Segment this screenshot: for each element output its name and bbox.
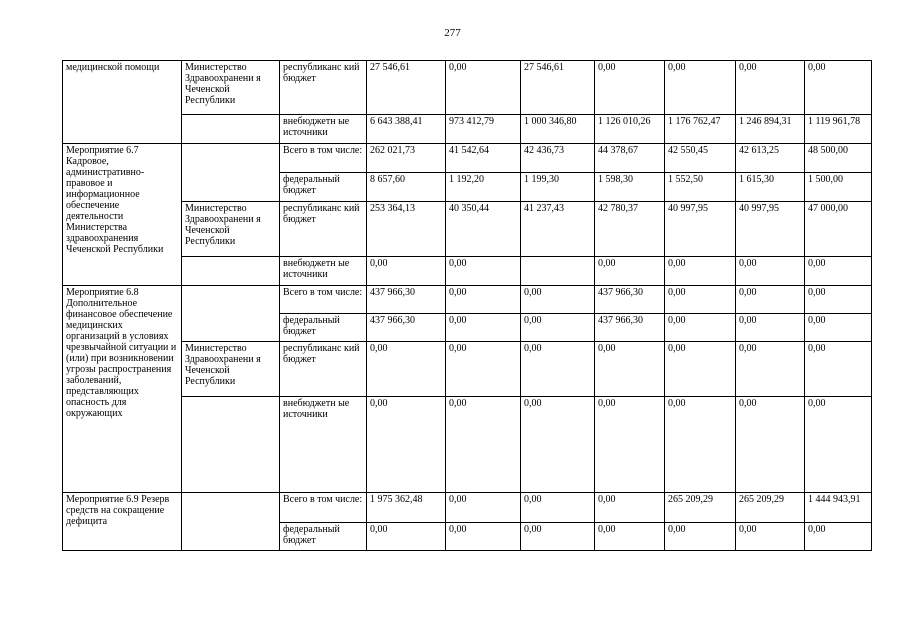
value-cell: 0,00 [595,257,665,286]
value-cell: 0,00 [595,397,665,493]
value-cell: 262 021,73 [367,144,446,173]
value-cell: 42 550,45 [665,144,736,173]
value-cell: 1 500,00 [805,173,872,202]
value-cell: 973 412,79 [446,115,521,144]
value-cell: 0,00 [736,257,805,286]
value-cell: 8 657,60 [367,173,446,202]
value-cell: 44 378,67 [595,144,665,173]
value-cell: 0,00 [736,342,805,397]
org-name: Министерство Здравоохранени я Чеченской Республики [182,202,280,257]
value-cell: 0,00 [595,493,665,523]
value-cell: 41 542,64 [446,144,521,173]
value-cell: 42 780,37 [595,202,665,257]
org-name [182,257,280,286]
value-cell: 0,00 [805,61,872,115]
value-cell: 1 199,30 [521,173,595,202]
value-cell: 0,00 [446,342,521,397]
value-cell: 0,00 [805,397,872,493]
value-cell: 0,00 [736,523,805,551]
value-cell: 0,00 [736,397,805,493]
table-row [63,202,872,257]
value-cell: 0,00 [736,314,805,342]
value-cell: 0,00 [446,397,521,493]
value-cell: 42 613,25 [736,144,805,173]
value-cell: 0,00 [736,61,805,115]
value-cell: 437 966,30 [595,314,665,342]
org-name [182,144,280,202]
org-name: Министерство Здравоохранени я Чеченской Республики [182,342,280,397]
value-cell: 0,00 [665,523,736,551]
org-name [182,397,280,493]
value-cell: 0,00 [367,523,446,551]
activity-name: Мероприятие 6.9 Резерв средств на сокращение дефицита [63,493,182,551]
value-cell: 0,00 [665,314,736,342]
value-cell: 0,00 [521,397,595,493]
value-cell: 27 546,61 [521,61,595,115]
value-cell: 0,00 [665,286,736,314]
value-cell: 0,00 [665,61,736,115]
value-cell: 27 546,61 [367,61,446,115]
value-cell: 1 444 943,91 [805,493,872,523]
value-cell: 47 000,00 [805,202,872,257]
value-cell: 0,00 [805,286,872,314]
source-label: Всего в том числе: [280,493,367,523]
table-row [63,144,872,173]
value-cell: 1 246 894,31 [736,115,805,144]
source-label: республиканс кий бюджет [280,342,367,397]
value-cell: 0,00 [446,523,521,551]
value-cell: 0,00 [595,61,665,115]
value-cell: 0,00 [367,397,446,493]
table-row [63,493,872,523]
value-cell: 0,00 [521,314,595,342]
value-cell: 0,00 [521,523,595,551]
value-cell: 0,00 [446,286,521,314]
value-cell: 0,00 [665,342,736,397]
value-cell: 0,00 [367,342,446,397]
value-cell: 265 209,29 [665,493,736,523]
value-cell: 1 126 010,26 [595,115,665,144]
value-cell: 437 966,30 [367,314,446,342]
value-cell: 41 237,43 [521,202,595,257]
value-cell: 0,00 [805,523,872,551]
value-cell: 1 192,20 [446,173,521,202]
table-row [63,257,872,286]
value-cell: 1 000 346,80 [521,115,595,144]
page-number: 277 [444,27,461,39]
value-cell: 6 643 388,41 [367,115,446,144]
value-cell: 0,00 [521,493,595,523]
value-cell: 0,00 [805,342,872,397]
value-cell: 0,00 [446,61,521,115]
value-cell: 0,00 [446,314,521,342]
table-row [63,115,872,144]
value-cell: 1 552,50 [665,173,736,202]
value-cell: 0,00 [736,286,805,314]
org-name [182,286,280,342]
value-cell: 0,00 [446,493,521,523]
value-cell: 1 119 961,78 [805,115,872,144]
value-cell: 0,00 [805,314,872,342]
org-name [182,493,280,551]
source-label: внебюджетн ые источники [280,115,367,144]
value-cell: 1 615,30 [736,173,805,202]
value-cell: 0,00 [665,397,736,493]
value-cell: 437 966,30 [595,286,665,314]
value-cell: 40 350,44 [446,202,521,257]
activity-name: Мероприятие 6.8 Дополнительное финансовое обеспечение медицинских организаций в условиях чрезвычайной ситуации и (или) при возникновении угрозы распространения заболеваний, представляющих опасность для окружающих [63,286,182,493]
value-cell [521,257,595,286]
source-label: федеральный бюджет [280,314,367,342]
value-cell: 1 598,30 [595,173,665,202]
activity-name: Мероприятие 6.7 Кадровое, административно-правовое и информационное обеспечение деятельности Министерства здравоохранения Чеченской Республики [63,144,182,286]
source-label: Всего в том числе: [280,286,367,314]
value-cell: 40 997,95 [665,202,736,257]
source-label: внебюджетн ые источники [280,397,367,493]
table-row [63,286,872,314]
source-label: республиканс кий бюджет [280,202,367,257]
value-cell: 0,00 [595,523,665,551]
value-cell: 0,00 [446,257,521,286]
source-label: федеральный бюджет [280,173,367,202]
value-cell: 48 500,00 [805,144,872,173]
value-cell: 0,00 [521,286,595,314]
activity-name: медицинской помощи [63,61,182,144]
value-cell: 0,00 [367,257,446,286]
org-name: Министерство Здравоохранени я Чеченской Республики [182,61,280,115]
value-cell: 0,00 [521,342,595,397]
value-cell: 253 364,13 [367,202,446,257]
table-row [63,342,872,397]
source-label: Всего в том числе: [280,144,367,173]
value-cell: 265 209,29 [736,493,805,523]
value-cell: 0,00 [595,342,665,397]
value-cell: 0,00 [805,257,872,286]
value-cell: 42 436,73 [521,144,595,173]
value-cell: 1 975 362,48 [367,493,446,523]
table-row [63,397,872,493]
table-row [63,61,872,115]
source-label: федеральный бюджет [280,523,367,551]
value-cell: 0,00 [665,257,736,286]
source-label: внебюджетн ые источники [280,257,367,286]
budget-table [62,60,872,551]
value-cell: 437 966,30 [367,286,446,314]
value-cell: 1 176 762,47 [665,115,736,144]
value-cell: 40 997,95 [736,202,805,257]
org-name [182,115,280,144]
source-label: республиканс кий бюджет [280,61,367,115]
